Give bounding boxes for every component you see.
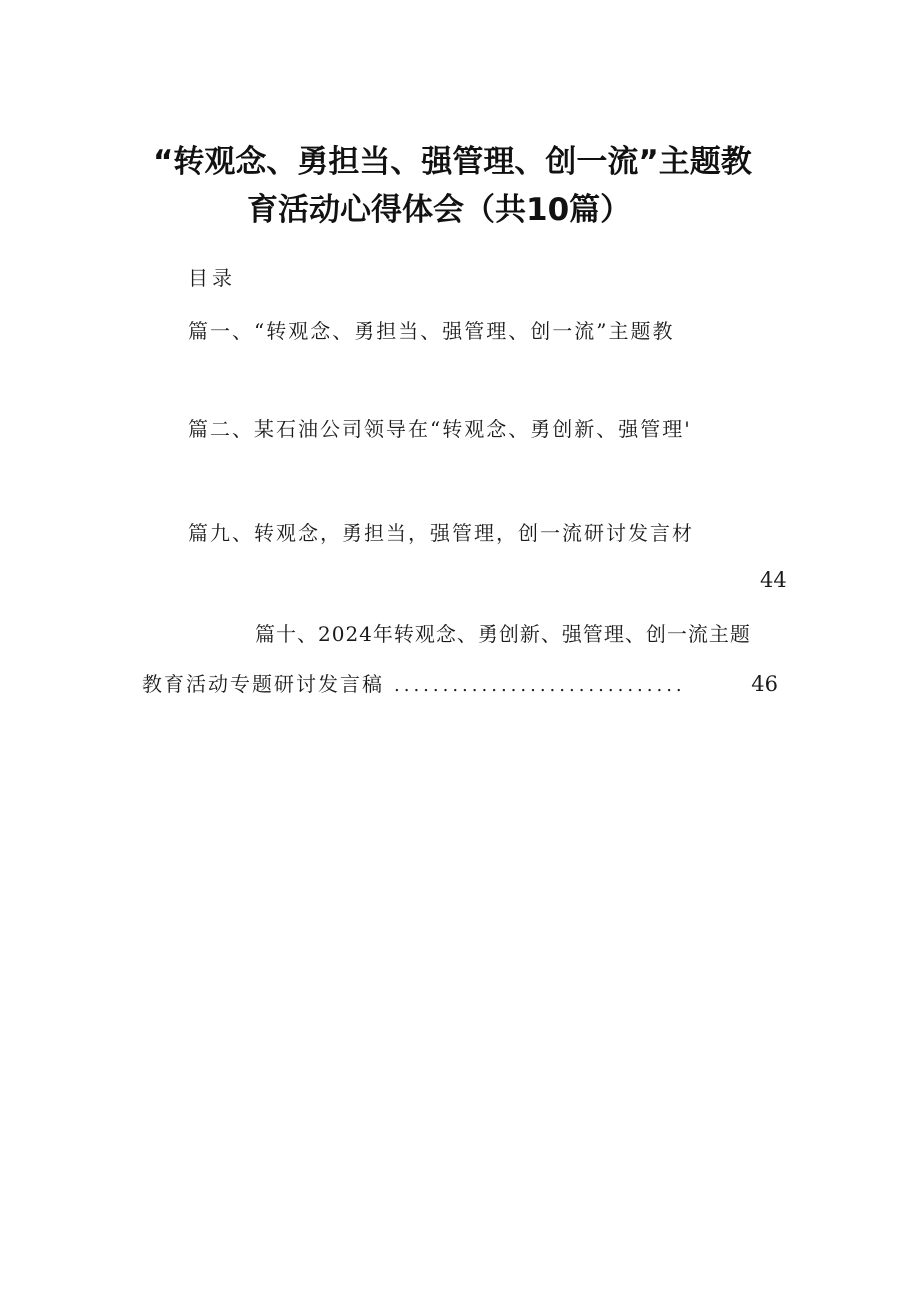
toc-dot-leader: .............................. <box>394 675 686 696</box>
toc-entry-9-page-number: 44 <box>760 568 787 592</box>
toc-entry-9[interactable]: 篇九、转观念，勇担当，强管理，创一流研讨发言材 <box>188 521 694 545</box>
document-title-line-1: “转观念、勇担当、强管理、创一流”主题教 <box>153 144 752 180</box>
document-title-line-2: 育活动心得体会（共10篇） <box>247 192 632 228</box>
toc-entry-10-line-1[interactable]: 篇十、2024年转观念、勇创新、强管理、创一流主题 <box>255 622 751 646</box>
toc-entry-1[interactable]: 篇一、“转观念、勇担当、强管理、创一流”主题教 <box>188 319 675 343</box>
toc-entry-10-page-number: 46 <box>751 672 778 696</box>
toc-entry-10-line-2[interactable] <box>142 668 778 697</box>
toc-heading: 目录 <box>188 266 236 290</box>
toc-entry-2[interactable]: 篇二、某石油公司领导在“转观念、勇创新、强管理' <box>188 417 692 441</box>
toc-entry-10-label-continued: 教育活动专题研讨发言稿 <box>142 672 384 696</box>
